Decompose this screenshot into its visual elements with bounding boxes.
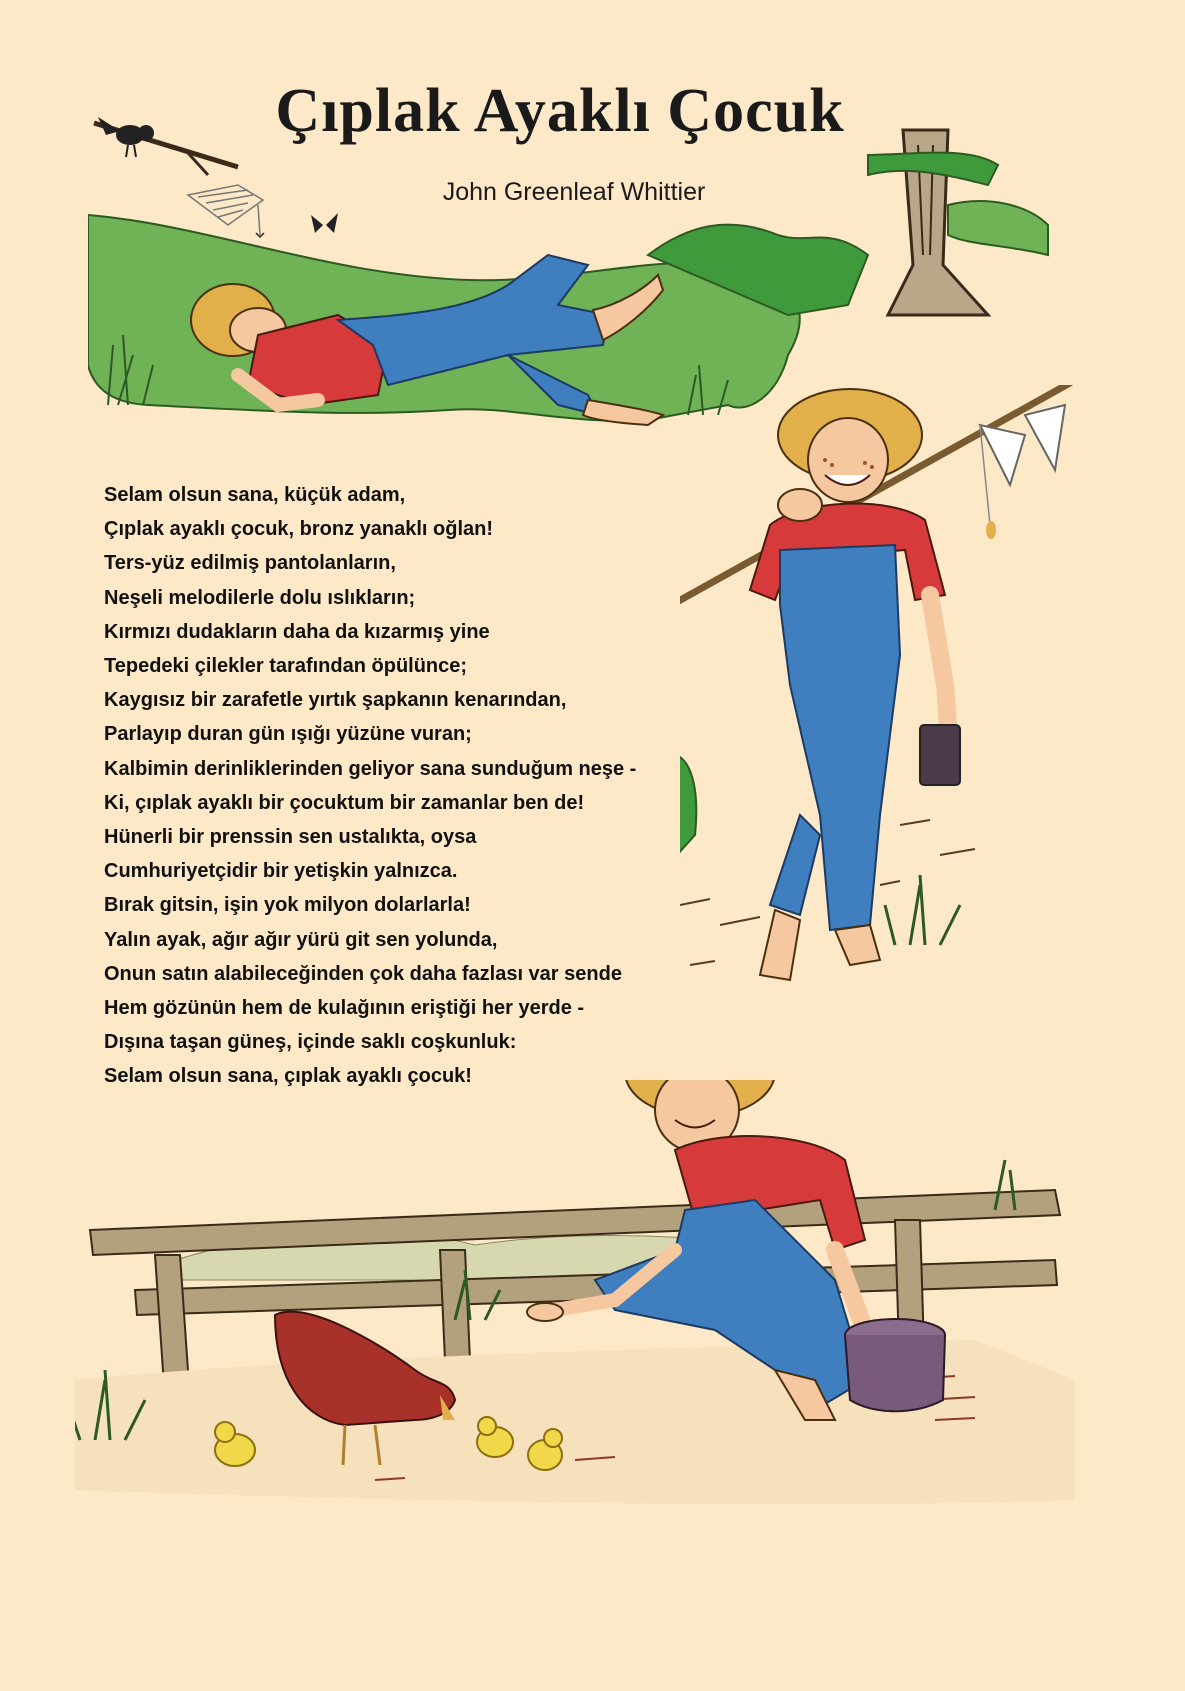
illustration-boy-feeding-chickens xyxy=(75,1080,1075,1540)
poem-line: Kalbimin derinliklerinden geliyor sana sunduğum neşe - xyxy=(104,757,637,780)
poem-line: Ters-yüz edilmiş pantolanların, xyxy=(104,552,396,575)
tree-trunk xyxy=(868,130,1048,315)
poem-line: Onun satın alabileceğinden çok daha fazlası var sende xyxy=(104,962,622,985)
poem-title: Çıplak Ayaklı Çocuk xyxy=(275,77,845,145)
poem-line: Ki, çıplak ayaklı bir çocuktum bir zamanlar ben de! xyxy=(104,791,585,814)
bird-on-branch xyxy=(94,117,238,175)
cobweb xyxy=(188,185,264,237)
poem-lines xyxy=(104,478,664,1094)
poem-line: Hem gözünün hem de kulağının eriştiği her yerde - xyxy=(104,997,585,1020)
poem-line: Bırak gitsin, işin yok milyon dolarlarla! xyxy=(104,894,471,917)
poem-line: Cumhuriyetçidir bir yetişkin yalnızca. xyxy=(104,860,458,883)
poem-line: Kırmızı dudakların daha da kızarmış yine xyxy=(104,620,490,643)
poem-line: Hünerli bir prenssin sen ustalıkta, oysa xyxy=(104,826,477,849)
poem-line: Selam olsun sana, çıplak ayaklı çocuk! xyxy=(104,1065,472,1088)
poem-line: Kaygısız bir zarafetle yırtık şapkanın kenarından, xyxy=(104,689,567,712)
butterfly xyxy=(311,213,338,233)
poem-line: Tepedeki çilekler tarafından öpülünce; xyxy=(104,655,468,678)
illustration-boy-walking-with-fishing-pole xyxy=(680,385,1080,1085)
poem-line: Yalın ayak, ağır ağır yürü git sen yolunda, xyxy=(104,928,498,951)
poem-author: John Greenleaf Whittier xyxy=(442,178,706,206)
poem-line: Neşeli melodilerle dolu ıslıkların; xyxy=(104,586,416,609)
poem-line: Parlayıp duran gün ışığı yüzüne vuran; xyxy=(104,723,472,746)
poem-line: Çıplak ayaklı çocuk, bronz yanaklı oğlan! xyxy=(104,518,494,541)
poem-line: Dışına taşan güneş, içinde saklı coşkunluk: xyxy=(104,1031,517,1054)
poem-line: Selam olsun sana, küçük adam, xyxy=(104,484,406,506)
